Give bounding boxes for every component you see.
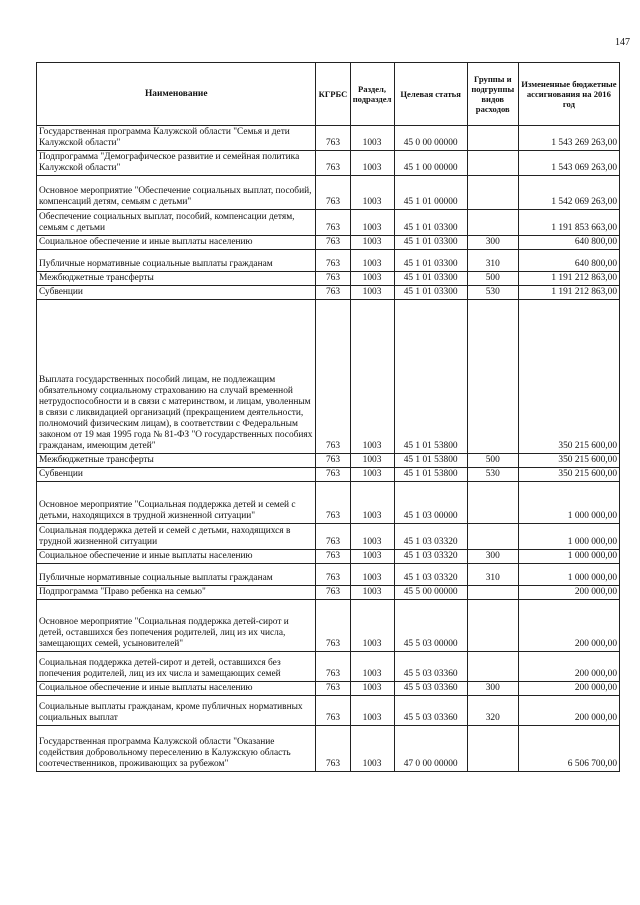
cell-name: Социальные выплаты гражданам, кроме публичных нормативных социальных выплат <box>37 696 316 726</box>
cell-amount: 1 543 269 263,00 <box>518 126 619 151</box>
cell-target: 45 5 00 00000 <box>394 586 467 600</box>
cell-name: Подпрограмма "Демографическое развитие и семейная политика Калужской области" <box>37 151 316 176</box>
table-header-row <box>37 63 620 126</box>
header-group: Группы и подгруппы видов расходов <box>467 63 518 126</box>
cell-kgrbs: 763 <box>316 176 350 210</box>
cell-group <box>467 524 518 550</box>
cell-target: 45 5 03 00000 <box>394 600 467 652</box>
cell-kgrbs: 763 <box>316 468 350 482</box>
table-row <box>37 300 620 454</box>
cell-razdel: 1003 <box>350 524 394 550</box>
cell-target: 45 5 03 03360 <box>394 696 467 726</box>
cell-kgrbs: 763 <box>316 286 350 300</box>
cell-target: 45 1 01 03300 <box>394 236 467 250</box>
cell-kgrbs: 763 <box>316 696 350 726</box>
cell-amount: 200 000,00 <box>518 696 619 726</box>
cell-amount: 1 543 069 263,00 <box>518 151 619 176</box>
cell-razdel: 1003 <box>350 286 394 300</box>
cell-group: 300 <box>467 236 518 250</box>
cell-amount: 1 000 000,00 <box>518 482 619 524</box>
cell-group: 500 <box>467 272 518 286</box>
cell-razdel: 1003 <box>350 151 394 176</box>
cell-name: Публичные нормативные социальные выплаты гражданам <box>37 564 316 586</box>
cell-group: 300 <box>467 682 518 696</box>
cell-kgrbs: 763 <box>316 250 350 272</box>
cell-name: Публичные нормативные социальные выплаты гражданам <box>37 250 316 272</box>
cell-group <box>467 126 518 151</box>
table-row <box>37 286 620 300</box>
cell-name: Социальная поддержка детей и семей с детьми, находящихся в трудной жизненной ситуации <box>37 524 316 550</box>
cell-kgrbs: 763 <box>316 272 350 286</box>
header-target: Целевая статья <box>394 63 467 126</box>
cell-kgrbs: 763 <box>316 586 350 600</box>
table-row <box>37 151 620 176</box>
cell-razdel: 1003 <box>350 236 394 250</box>
header-amount: Измененные бюджетные ассигнования на 2016 год <box>518 63 619 126</box>
table-row <box>37 524 620 550</box>
cell-amount: 1 191 853 663,00 <box>518 210 619 236</box>
cell-razdel: 1003 <box>350 272 394 286</box>
table-row <box>37 272 620 286</box>
table-row <box>37 550 620 564</box>
table-row <box>37 126 620 151</box>
cell-razdel: 1003 <box>350 454 394 468</box>
cell-name: Основное мероприятие "Обеспечение социальных выплат, пособий, компенсаций детям, семьям с детьми" <box>37 176 316 210</box>
cell-kgrbs: 763 <box>316 151 350 176</box>
cell-target: 45 1 01 03300 <box>394 286 467 300</box>
cell-name: Государственная программа Калужской области "Семья и дети Калужской области" <box>37 126 316 151</box>
cell-name: Подпрограмма "Право ребенка на семью" <box>37 586 316 600</box>
cell-group: 300 <box>467 550 518 564</box>
cell-group: 500 <box>467 454 518 468</box>
cell-group: 310 <box>467 564 518 586</box>
cell-name: Субвенции <box>37 468 316 482</box>
table-row <box>37 176 620 210</box>
table-row <box>37 696 620 726</box>
cell-target: 45 1 03 03320 <box>394 550 467 564</box>
cell-name: Основное мероприятие "Социальная поддержка детей и семей с детьми, находящихся в трудной жизненной ситуации" <box>37 482 316 524</box>
cell-kgrbs: 763 <box>316 600 350 652</box>
cell-amount: 200 000,00 <box>518 682 619 696</box>
cell-kgrbs: 763 <box>316 564 350 586</box>
cell-target: 45 5 03 03360 <box>394 682 467 696</box>
table-row <box>37 564 620 586</box>
cell-group <box>467 600 518 652</box>
cell-name: Межбюджетные трансферты <box>37 454 316 468</box>
header-name: Наименование <box>37 63 316 126</box>
table-row <box>37 468 620 482</box>
cell-kgrbs: 763 <box>316 454 350 468</box>
cell-razdel: 1003 <box>350 652 394 682</box>
cell-razdel: 1003 <box>350 176 394 210</box>
page-number: 147 <box>615 37 630 48</box>
cell-amount: 200 000,00 <box>518 586 619 600</box>
cell-kgrbs: 763 <box>316 550 350 564</box>
table-row <box>37 250 620 272</box>
cell-amount: 1 191 212 863,00 <box>518 286 619 300</box>
cell-group: 310 <box>467 250 518 272</box>
cell-name: Социальное обеспечение и иные выплаты населению <box>37 236 316 250</box>
cell-target: 45 5 03 03360 <box>394 652 467 682</box>
cell-group <box>467 482 518 524</box>
cell-group <box>467 176 518 210</box>
cell-target: 45 1 01 03300 <box>394 250 467 272</box>
table-row <box>37 586 620 600</box>
cell-amount: 640 800,00 <box>518 250 619 272</box>
cell-amount: 1 000 000,00 <box>518 564 619 586</box>
table-row <box>37 726 620 772</box>
table-row <box>37 454 620 468</box>
cell-name: Субвенции <box>37 286 316 300</box>
cell-amount: 6 506 700,00 <box>518 726 619 772</box>
table-row <box>37 682 620 696</box>
cell-amount: 1 542 069 263,00 <box>518 176 619 210</box>
cell-target: 45 0 00 00000 <box>394 126 467 151</box>
cell-kgrbs: 763 <box>316 482 350 524</box>
header-kgrbs: КГРБС <box>316 63 350 126</box>
cell-target: 45 1 03 03320 <box>394 564 467 586</box>
cell-group <box>467 586 518 600</box>
cell-name: Обеспечение социальных выплат, пособий, компенсации детям, семьям с детьми <box>37 210 316 236</box>
cell-razdel: 1003 <box>350 482 394 524</box>
cell-razdel: 1003 <box>350 726 394 772</box>
cell-razdel: 1003 <box>350 468 394 482</box>
cell-amount: 1 000 000,00 <box>518 550 619 564</box>
cell-kgrbs: 763 <box>316 210 350 236</box>
cell-razdel: 1003 <box>350 696 394 726</box>
cell-amount: 1 000 000,00 <box>518 524 619 550</box>
cell-kgrbs: 763 <box>316 682 350 696</box>
cell-kgrbs: 763 <box>316 236 350 250</box>
cell-target: 45 1 01 03300 <box>394 210 467 236</box>
cell-group <box>467 726 518 772</box>
cell-amount: 200 000,00 <box>518 652 619 682</box>
cell-target: 45 1 01 00000 <box>394 176 467 210</box>
cell-target: 45 1 00 00000 <box>394 151 467 176</box>
cell-razdel: 1003 <box>350 210 394 236</box>
table-row <box>37 236 620 250</box>
cell-kgrbs: 763 <box>316 126 350 151</box>
cell-kgrbs: 763 <box>316 726 350 772</box>
cell-group <box>467 210 518 236</box>
cell-razdel: 1003 <box>350 600 394 652</box>
table-row <box>37 600 620 652</box>
cell-target: 45 1 03 00000 <box>394 482 467 524</box>
cell-razdel: 1003 <box>350 682 394 696</box>
cell-group <box>467 652 518 682</box>
cell-name: Выплата государственных пособий лицам, не подлежащим обязательному социальному страхованию на случай временной нетрудоспособности и в связи с материнством, и лицам, уволенным в связи с ликвидацией организаций (прекращением деятельности, полномочий физическим лицам), в соответствии с Федеральным законом от 19 мая 1995 года № 81-ФЗ "О государственных пособиях гражданам, имеющим детей" <box>37 300 316 454</box>
cell-amount: 640 800,00 <box>518 236 619 250</box>
cell-kgrbs: 763 <box>316 652 350 682</box>
cell-group: 530 <box>467 286 518 300</box>
cell-name: Межбюджетные трансферты <box>37 272 316 286</box>
cell-target: 45 1 01 53800 <box>394 454 467 468</box>
cell-group <box>467 300 518 454</box>
cell-group: 320 <box>467 696 518 726</box>
cell-razdel: 1003 <box>350 564 394 586</box>
table-row <box>37 210 620 236</box>
cell-target: 45 1 01 53800 <box>394 300 467 454</box>
cell-razdel: 1003 <box>350 250 394 272</box>
table-row <box>37 482 620 524</box>
cell-group: 530 <box>467 468 518 482</box>
cell-amount: 350 215 600,00 <box>518 300 619 454</box>
cell-name: Социальное обеспечение и иные выплаты населению <box>37 550 316 564</box>
cell-razdel: 1003 <box>350 126 394 151</box>
cell-name: Социальная поддержка детей-сирот и детей, оставшихся без попечения родителей, лиц из их числа и замещающих семей <box>37 652 316 682</box>
cell-amount: 1 191 212 863,00 <box>518 272 619 286</box>
cell-target: 47 0 00 00000 <box>394 726 467 772</box>
cell-razdel: 1003 <box>350 550 394 564</box>
cell-group <box>467 151 518 176</box>
cell-amount: 350 215 600,00 <box>518 468 619 482</box>
cell-target: 45 1 03 03320 <box>394 524 467 550</box>
header-razdel: Раздел, подраздел <box>350 63 394 126</box>
cell-kgrbs: 763 <box>316 300 350 454</box>
budget-table <box>36 62 620 772</box>
cell-name: Основное мероприятие "Социальная поддержка детей-сирот и детей, оставшихся без попечения родителей, лиц из их числа, замещающих семей, усыновителей" <box>37 600 316 652</box>
cell-name: Социальное обеспечение и иные выплаты населению <box>37 682 316 696</box>
cell-amount: 200 000,00 <box>518 600 619 652</box>
cell-target: 45 1 01 53800 <box>394 468 467 482</box>
cell-razdel: 1003 <box>350 300 394 454</box>
cell-target: 45 1 01 03300 <box>394 272 467 286</box>
cell-name: Государственная программа Калужской области "Оказание содействия добровольному переселению в Калужскую область соотечественников, проживающих за рубежом" <box>37 726 316 772</box>
cell-amount: 350 215 600,00 <box>518 454 619 468</box>
cell-razdel: 1003 <box>350 586 394 600</box>
cell-kgrbs: 763 <box>316 524 350 550</box>
table-row <box>37 652 620 682</box>
